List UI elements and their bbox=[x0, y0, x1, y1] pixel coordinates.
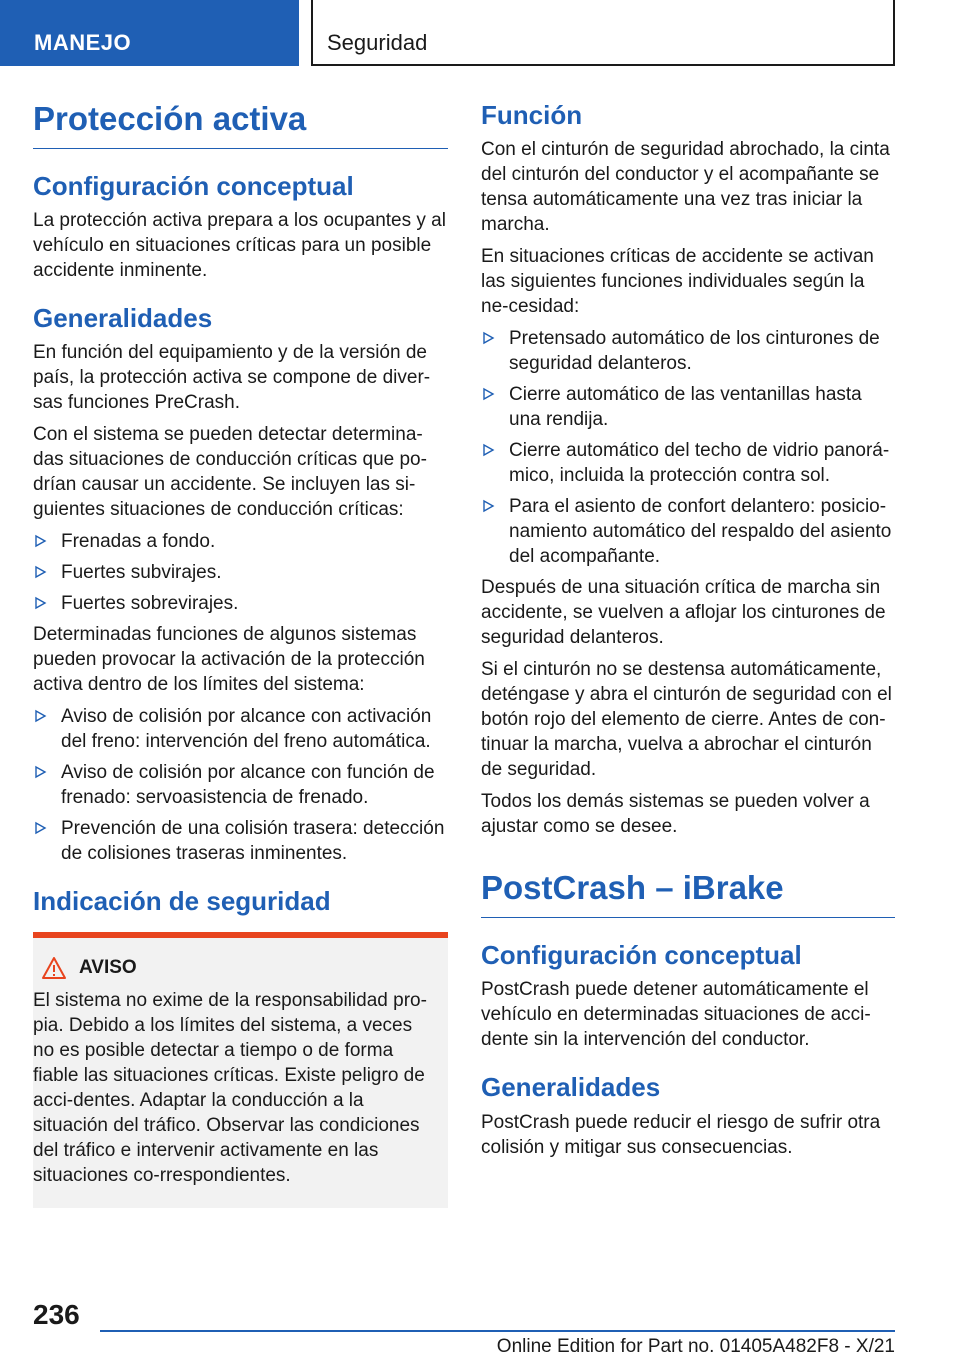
list-item-text: Prevención de una colisión trasera: detección de colisiones traseras inminentes. bbox=[61, 818, 445, 865]
triangle-bullet-icon bbox=[481, 387, 495, 401]
situations-list bbox=[33, 529, 448, 616]
function-paragraph: Si el cinturón no se destensa automáticamente, deténgase y abra el cinturón de seguridad con el botón rojo del elemento de cierre. Antes de con‐tinuar la marcha, vuelva a abrochar el cinturón de seguridad. bbox=[481, 659, 892, 781]
postcrash-general-heading: Generalidades bbox=[481, 1072, 661, 1103]
function-heading: Función bbox=[481, 100, 583, 130]
function-paragraph: Con el cinturón de seguridad abrochado, la cinta del cinturón del conductor y el acompañante se tensa automáticamente una vez tras iniciar la marcha. bbox=[481, 139, 890, 236]
function-paragraph: Todos los demás sistemas se pueden volver a ajustar como se desee. bbox=[481, 791, 870, 838]
warning-title: AVISO bbox=[79, 956, 137, 978]
list-item-text: Fuertes subvirajes. bbox=[61, 562, 222, 584]
function-list bbox=[481, 326, 895, 569]
list-item bbox=[33, 560, 448, 585]
postcrash-concept-heading: Configuración conceptual bbox=[481, 940, 802, 971]
list-item bbox=[481, 438, 895, 488]
list-item bbox=[481, 326, 895, 376]
list-item-text: Cierre automático de las ventanillas hasta una rendija. bbox=[509, 384, 862, 431]
list-item bbox=[481, 382, 895, 432]
left-column bbox=[33, 100, 448, 1208]
concept-heading: Configuración conceptual bbox=[33, 170, 354, 201]
triangle-bullet-icon bbox=[33, 534, 47, 548]
general-paragraph: Determinadas funciones de algunos sistemas pueden provocar la activación de la protección activa dentro de los límites del sistema: bbox=[33, 624, 425, 696]
list-item-text: Para el asiento de confort delantero: posicio‐namiento automático del respaldo del asiento del acompañante. bbox=[509, 496, 892, 568]
triangle-bullet-icon bbox=[33, 709, 47, 723]
list-item bbox=[33, 529, 448, 554]
warning-header bbox=[33, 956, 438, 980]
triangle-bullet-icon bbox=[33, 596, 47, 610]
page-number: 236 bbox=[33, 1299, 80, 1330]
footer-edition: Online Edition for Part no. 01405A482F8 - X/21 bbox=[496, 1336, 895, 1357]
function-paragraph: Después de una situación crítica de marcha sin accidente, se vuelven a aflojar los cinturones de seguridad delanteros. bbox=[481, 577, 886, 649]
postcrash-title: PostCrash – iBrake bbox=[481, 869, 895, 918]
list-item-text: Aviso de colisión por alcance con función de frenado: servoasistencia de frenado. bbox=[61, 762, 435, 809]
chapter-label: Seguridad bbox=[327, 30, 428, 55]
triangle-bullet-icon bbox=[481, 499, 495, 513]
section-tab bbox=[0, 0, 299, 66]
warning-text: El sistema no exime de la responsabilidad pro‐pia. Debido a los límites del sistema, a veces no es posible detectar a tiempo o de forma fiable las situaciones críticas. Existe peligro de acci‐dentes. Adaptar la conducción a la situación del tráfico. Observar las condiciones del tráfico e intervenir activamente en las situaciones co‐rrespondientes. bbox=[33, 989, 427, 1186]
page-title: Protección activa bbox=[33, 100, 448, 149]
general-heading: Generalidades bbox=[33, 303, 213, 334]
list-item bbox=[481, 494, 895, 569]
warning-triangle-icon bbox=[41, 956, 67, 980]
triangle-bullet-icon bbox=[33, 821, 47, 835]
list-item-text: Aviso de colisión por alcance con activación del freno: intervención del freno automática. bbox=[61, 706, 432, 753]
chapter-header bbox=[311, 0, 895, 66]
general-paragraph: En función del equipamiento y de la versión de país, la protección activa se compone de diver‐sas funciones PreCrash. bbox=[33, 342, 431, 414]
list-item-text: Frenadas a fondo. bbox=[61, 531, 216, 553]
right-column bbox=[481, 100, 895, 1167]
general-paragraph: Con el sistema se pueden detectar determina‐das situaciones de conducción críticas que po‐drían causar un accidente. Se incluyen las si‐guientes situaciones de conducción críticas: bbox=[33, 424, 427, 521]
function-paragraph: En situaciones críticas de accidente se activan las siguientes funciones individuales según la ne‐cesidad: bbox=[481, 246, 874, 318]
list-item-text: Fuertes sobrevirajes. bbox=[61, 593, 239, 615]
postcrash-general-text: PostCrash puede reducir el riesgo de sufrir otra colisión y mitigar sus consecuencias. bbox=[481, 1111, 881, 1158]
list-item bbox=[33, 591, 448, 616]
triangle-bullet-icon bbox=[33, 765, 47, 779]
list-item bbox=[33, 816, 448, 866]
list-item-text: Pretensado automático de los cinturones de seguridad delanteros. bbox=[509, 328, 880, 375]
triangle-bullet-icon bbox=[481, 331, 495, 345]
concept-text: La protección activa prepara a los ocupantes y al vehículo en situaciones críticas para un posible accidente inminente. bbox=[33, 210, 446, 282]
section-label: MANEJO bbox=[34, 30, 132, 55]
triangle-bullet-icon bbox=[481, 443, 495, 457]
postcrash-concept-text: PostCrash puede detener automáticamente el vehículo en determinadas situaciones de acci‐dente sin la intervención del conductor. bbox=[481, 979, 871, 1051]
list-item-text: Cierre automático del techo de vidrio panorá‐mico, incluida la protección contra sol. bbox=[509, 440, 890, 487]
systems-list bbox=[33, 704, 448, 866]
list-item bbox=[33, 704, 448, 754]
safety-heading: Indicación de seguridad bbox=[33, 886, 331, 917]
triangle-bullet-icon bbox=[33, 565, 47, 579]
warning-box bbox=[33, 932, 448, 1208]
footer-divider bbox=[100, 1330, 895, 1332]
list-item bbox=[33, 760, 448, 810]
